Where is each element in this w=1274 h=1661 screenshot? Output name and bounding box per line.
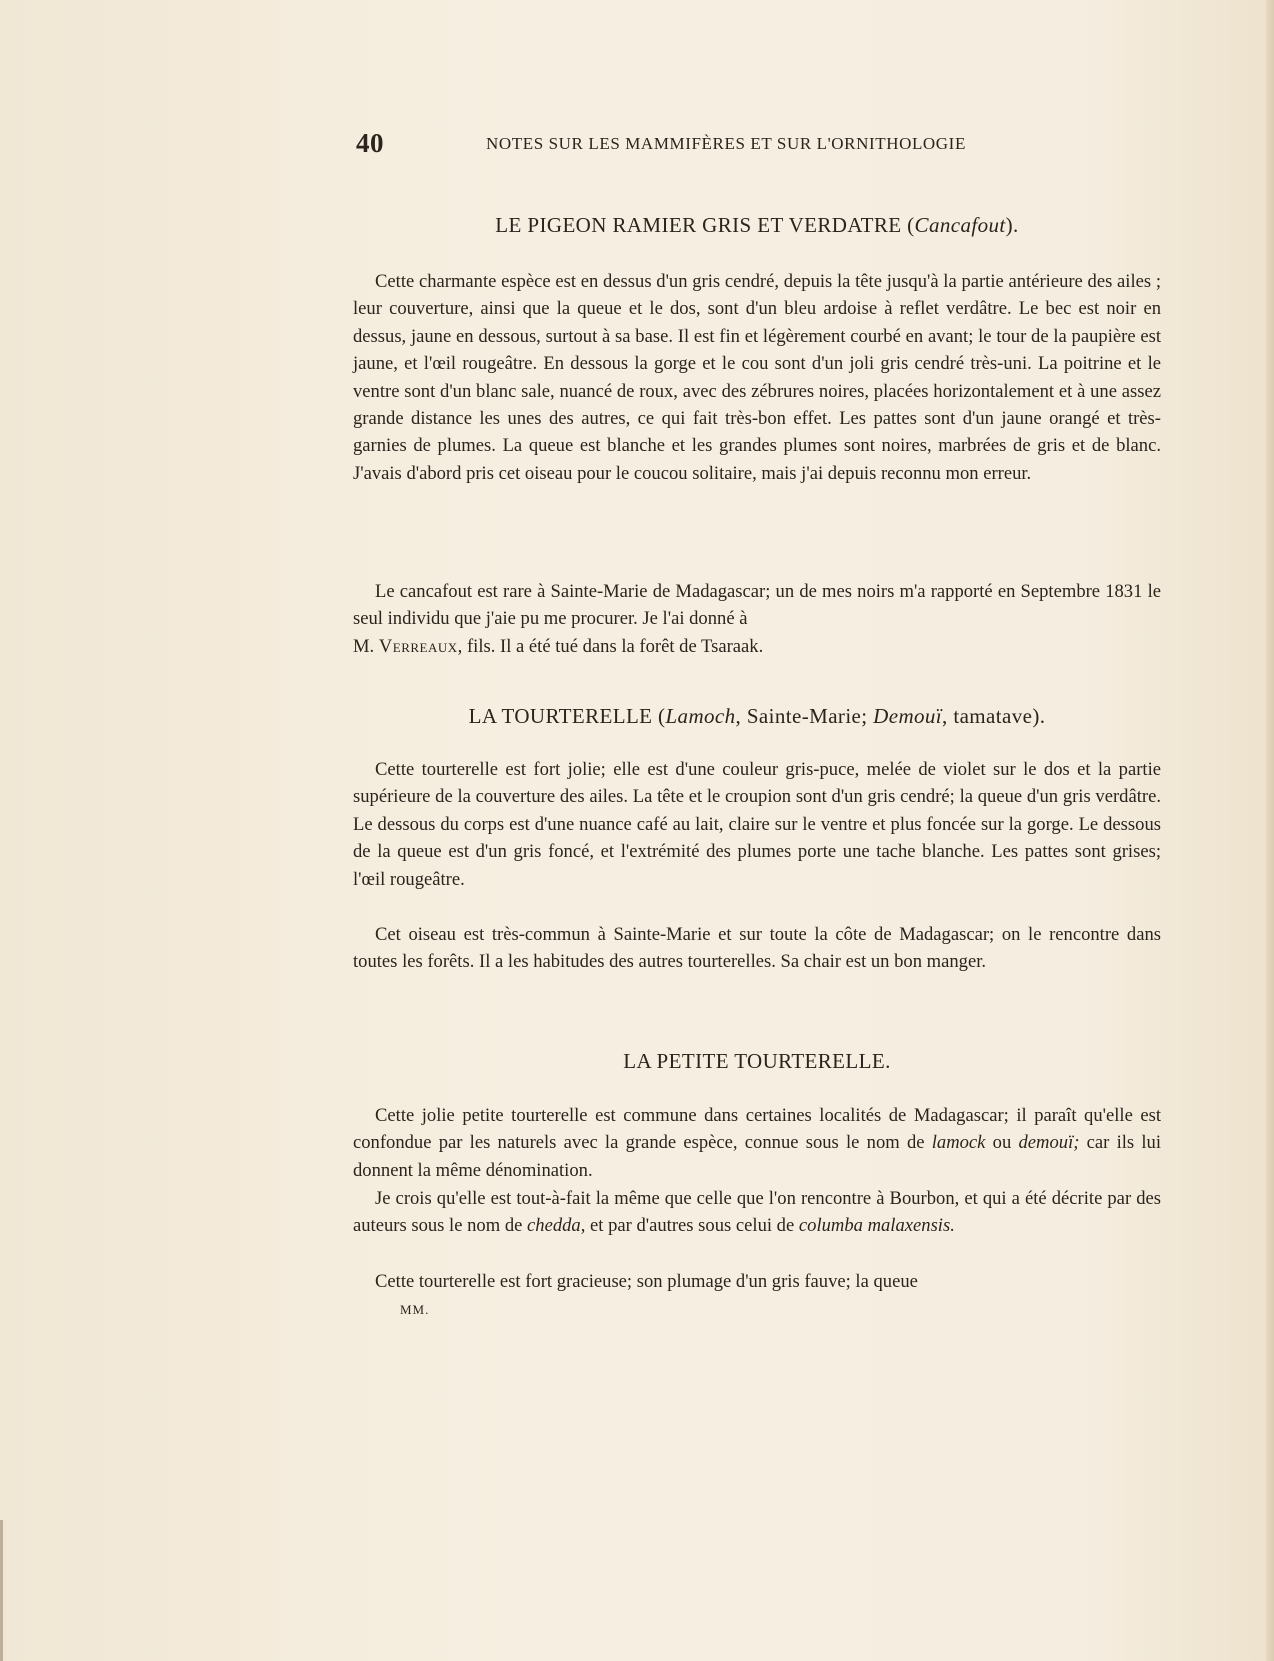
page-number: 40 <box>356 128 384 158</box>
signature-mark: MM. <box>400 1302 430 1317</box>
section-title-petite-tourterelle: LA PETITE TOURTERELLE. <box>623 1049 891 1073</box>
page-header <box>356 128 1026 158</box>
paragraph-pigeon-closing: M. Verreaux, fils. Il a été tué dans la forêt de Tsaraak. <box>353 636 764 657</box>
section-title-tourterelle: LA TOURTERELLE (Lamoch, Sainte-Marie; Demouï, tamatave). <box>468 704 1046 728</box>
paragraph-petite-tourterelle-3: Cette tourterelle est fort gracieuse; son plumage d'un gris fauve; la queue <box>375 1271 918 1292</box>
paragraph-pigeon-origin: Le cancafout est rare à Sainte-Marie de Madagascar; un de mes noirs m'a rapporté en Septembre 1831 le seul individu que j'aie pu me procurer. Je l'ai donné à <box>353 581 1161 630</box>
paragraph-tourterelle-habitat: Cet oiseau est très-commun à Sainte-Marie et sur toute la côte de Madagascar; on le rencontre dans toutes les forêts. Il a les habitudes des autres tourterelles. Sa chair est un bon manger. <box>353 924 1161 973</box>
section-title-pigeon-ramier: LE PIGEON RAMIER GRIS ET VERDATRE (Cancafout). <box>495 213 1019 237</box>
page-left-edge-mark <box>0 1520 3 1661</box>
running-head: NOTES SUR LES MAMMIFÈRES ET SUR L'ORNITHOLOGIE <box>486 134 966 153</box>
paragraph-tourterelle-description: Cette tourterelle est fort jolie; elle est d'une couleur gris-puce, melée de violet sur le dos et la partie supérieure de la couverture des ailes. La tête et le croupion sont d'un gris cendré; la queue d'un gris verdâtre. Le dessous du corps est d'une nuance café au lait, claire sur le ventre et plus foncée sur la gorge. Le dessous de la queue est d'un gris foncé, et l'extrémité des plumes porte une tache blanche. Les pattes sont grises; l'œil rougeâtre. <box>353 759 1161 890</box>
paragraph-pigeon-description: Cette charmante espèce est en dessus d'un gris cendré, depuis la tête jusqu'à la partie antérieure des ailes ; leur couverture, ainsi que la queue et le dos, sont d'un bleu ardoise à reflet verdâtre. Le bec est noir en dessus, jaune en dessous, surtout à sa base. Il est fin et légèrement courbé en avant; le tour de la paupière est jaune, et l'œil rougeâtre. En dessous la gorge et le cou sont d'un joli gris cendré très-uni. La poitrine et le ventre sont d'un blanc sale, nuancé de roux, avec des zébrures noires, placées horizontalement et à une assez grande distance les unes des autres, ce qui fait très-bon effet. Les pattes sont d'un jaune orangé et très-garnies de plumes. La queue est blanche et les grandes plumes sont noires, marbrées de gris et de blanc. J'avais d'abord pris cet oiseau pour le coucou solitaire, mais j'ai depuis reconnu mon erreur. <box>353 271 1161 484</box>
paragraph-petite-tourterelle-1: Cette jolie petite tourterelle est commune dans certaines localités de Madagascar; il paraît qu'elle est confondue par les naturels avec la grande espèce, connue sous le nom de lamock ou demouï; car ils lui donnent la même dénomination. <box>353 1105 1162 1181</box>
paragraph-petite-tourterelle-2: Je crois qu'elle est tout-à-fait la même que celle que l'on rencontre à Bourbon, et qui a été décrite par des auteurs sous le nom de chedda, et par d'autres sous celui de columba malaxensis. <box>353 1188 1161 1237</box>
page-right-edge <box>1266 0 1274 1661</box>
